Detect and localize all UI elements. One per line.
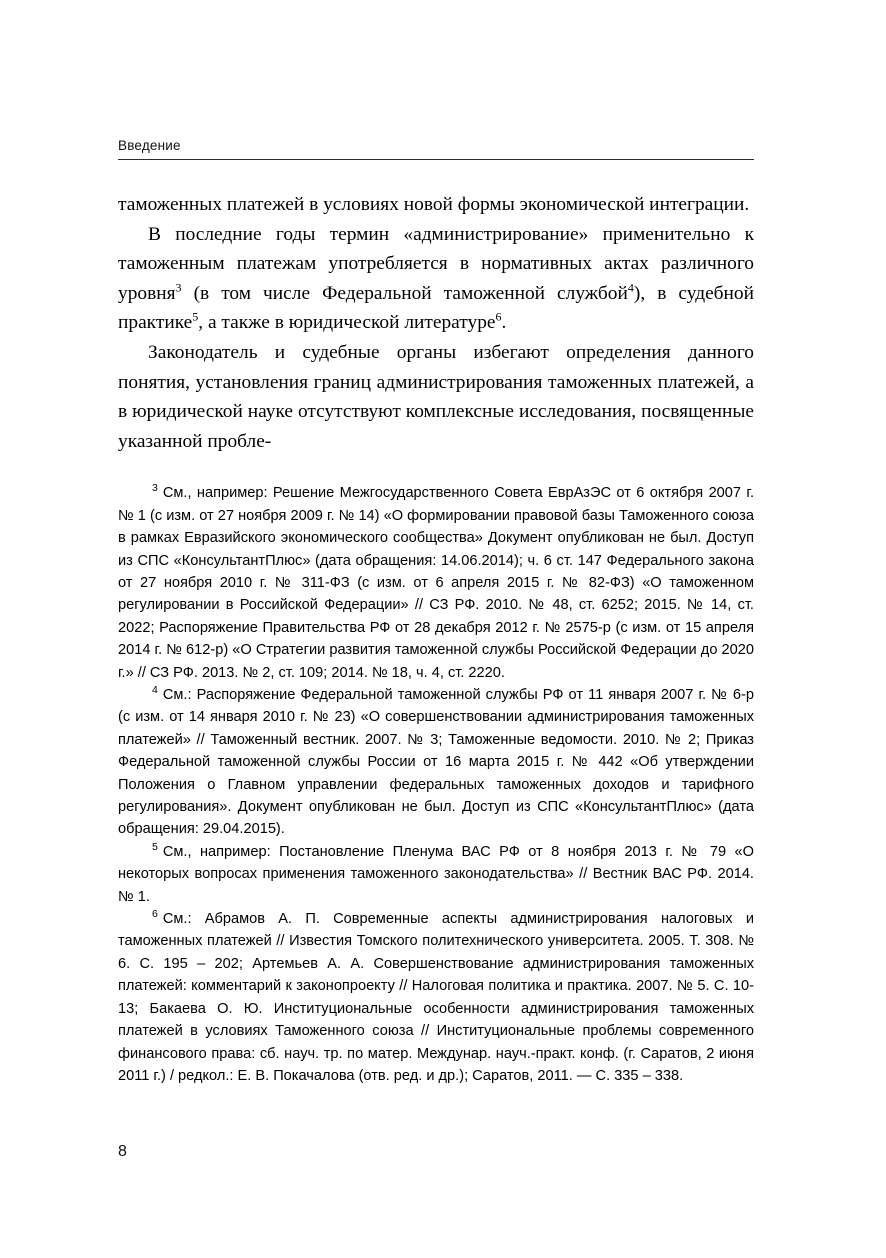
paragraph: Законодатель и судебные органы избегают определения данного понятия, установления границ администрирования таможенных платежей, а в юридической науке отсутствуют комплексные исследования, посвященные указанной пробле-	[118, 341, 754, 452]
footnote-text: См.: Распоряжение Федеральной таможенной службы РФ от 11 января 2007 г. № 6-р (с изм. от 14 января 2010 г. № 23) «О совершенствовании администрирования таможенных платежей» // Таможенный вестник. 2007. № 3; Таможенные ведомости. 2010. № 2; Приказ Федеральной таможенной службы России от 16 марта 2015 г. № 442 «Об утверждении Положения о Главном управлении федеральных таможенных доходов и тарифного регулирования». Документ опубликован не был. Доступ из СПС «КонсультантПлюс» (дата обращения: 29.04.2015).	[118, 687, 754, 838]
footnote-item	[118, 482, 754, 684]
footnote-marker: 4	[152, 684, 158, 697]
paragraph-segment: (в том числе Федеральной таможенной службой	[181, 282, 628, 304]
header-rule	[118, 159, 754, 160]
footnote-ref-6[interactable]: 6	[495, 309, 502, 324]
paragraph-segment: ), в судебной практике	[118, 282, 754, 334]
footnotes-block	[118, 482, 754, 1087]
footnote-item	[118, 908, 754, 1087]
paragraph-segment: , а также в юридической литературе	[198, 312, 496, 334]
paragraph-with-footnote-refs	[118, 220, 754, 338]
footnote-marker: 5	[152, 840, 158, 853]
body-text	[118, 190, 754, 456]
footnote-marker: 3	[152, 482, 158, 495]
footnote-marker: 6	[152, 908, 158, 921]
paragraph-segment: В последние годы термин «администрирование» применительно к таможенным платежам употребляется в нормативных актах различного уровня	[118, 223, 754, 304]
running-head: Введение	[118, 138, 181, 153]
footnote-text: См., например: Постановление Пленума ВАС РФ от 8 ноября 2013 г. № 79 «О некоторых вопросах применения таможенного законодательства» // Вестник ВАС РФ. 2014. № 1.	[118, 843, 754, 905]
footnote-ref-3[interactable]: 3	[175, 280, 182, 295]
page-content	[118, 138, 754, 1087]
paragraph: таможенных платежей в условиях новой формы экономической интеграции.	[118, 194, 750, 215]
paragraph-segment: .	[501, 312, 507, 334]
footnote-ref-5[interactable]: 5	[192, 309, 199, 324]
footnote-text: См.: Абрамов А. П. Современные аспекты администрирования налоговых и таможенных платежей // Известия Томского политехнического университета. 2005. Т. 308. № 6. С. 195 – 202; Артемьев А. А. Совершенствование администрирования таможенных платежей: комментарий к законопроекту // Налоговая политика и практика. 2007. № 5. С. 10-13; Бакаева О. Ю. Институциональные особенности администрирования таможенных платежей в условиях Таможенного союза // Институциональные проблемы современного финансового права: сб. науч. тр. по матер. Междунар. науч.-практ. конф. (г. Саратов, 2 июня 2011 г.) / редкол.: Е. В. Покачалова (отв. ред. и др.); Саратов, 2011. — С. 335 – 338.	[118, 911, 754, 1084]
page-number: 8	[118, 1143, 127, 1160]
footnote-item	[118, 684, 754, 841]
footnote-text: См., например: Решение Межгосударственного Совета ЕврАзЭС от 6 октября 2007 г. № 1 (с изм. от 27 ноября 2009 г. № 14) «О формировании правовой базы Таможенного союза в рамках Евразийского экономического сообщества» Документ опубликован не был. Доступ из СПС «КонсультантПлюс» (дата обращения: 14.06.2014); ч. 6 ст. 147 Федерального закона от 27 ноября 2010 г. № 311-ФЗ (с изм. от 6 апреля 2015 г. № 82-ФЗ) «О таможенном регулировании в Российской Федерации» // СЗ РФ. 2010. № 48, ст. 6252; 2015. № 14, ст. 2022; Распоряжение Правительства РФ от 28 декабря 2012 г. № 2575-р (с изм. от 15 апреля 2014 г. № 612-р) «О Стратегии развития таможенной службы Российской Федерации до 2020 г.» // СЗ РФ. 2013. № 2, ст. 109; 2014. № 18, ч. 4, ст. 2220.	[118, 485, 754, 681]
footnote-ref-4[interactable]: 4	[627, 280, 634, 295]
footnote-item	[118, 841, 754, 908]
